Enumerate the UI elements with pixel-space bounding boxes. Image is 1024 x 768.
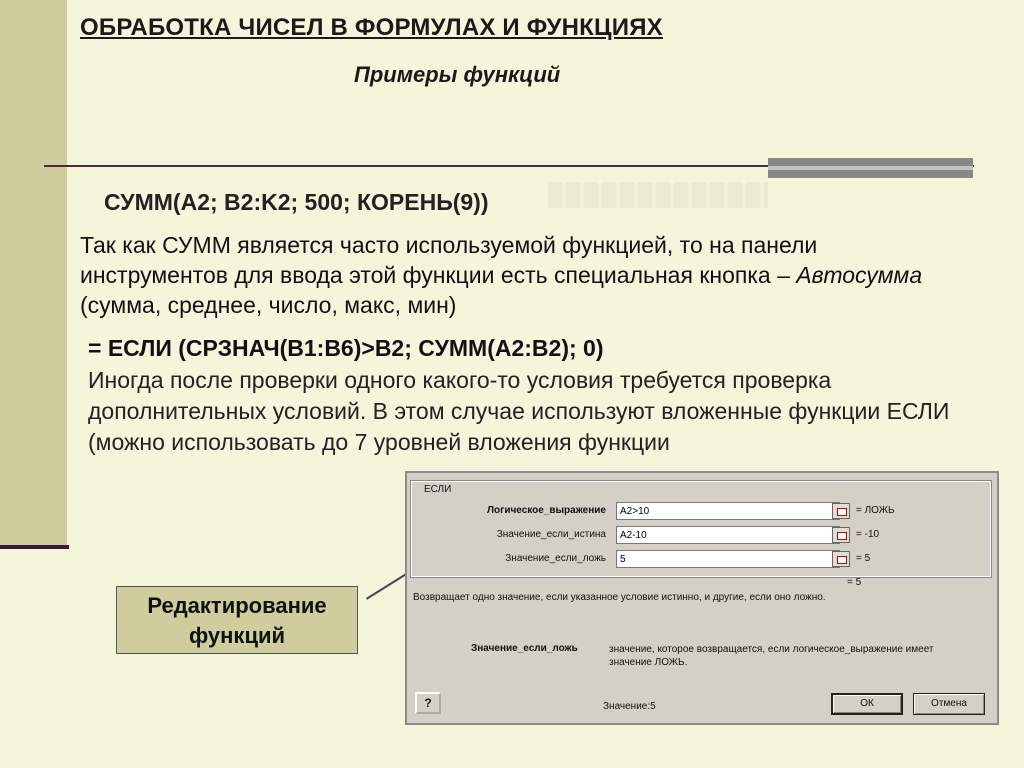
formula-if-example: = ЕСЛИ (СРЗНАЧ(B1:B6)>B2; СУММ(A2:B2); 0) <box>88 335 604 361</box>
arg-result: = ЛОЖЬ <box>856 505 895 516</box>
help-button[interactable]: ? <box>415 692 441 714</box>
value-if-false-input[interactable] <box>616 550 840 568</box>
autosum-text-start: Так как СУММ является часто используемой функцией, то на панели инструментов для ввода этой функции есть специальная кнопка – <box>80 232 818 288</box>
function-arguments-dialog <box>405 471 999 725</box>
arg-row-value-if-true <box>412 526 992 546</box>
autosum-paragraph <box>80 230 960 320</box>
arg-label: Значение_если_ложь <box>505 553 606 564</box>
arg-label: Значение_если_истина <box>496 529 606 540</box>
ok-button[interactable]: ОК <box>831 693 903 715</box>
decorative-stripes <box>548 182 768 208</box>
nested-if-paragraph: Иногда после проверки одного какого-то условия требуется проверка дополнительных условий. В этом случае используют вложенные функции ЕСЛИ (можно использовать до 7 уровней вложения функции <box>88 367 950 455</box>
formula-result: = 5 <box>847 577 862 588</box>
logical-test-input[interactable] <box>616 502 840 520</box>
formula-value: Значение:5 <box>603 701 656 712</box>
arg-result: = 5 <box>856 553 871 564</box>
slide-subtitle: Примеры функций <box>354 62 561 87</box>
side-band <box>0 0 67 545</box>
slide-title: ОБРАБОТКА ЧИСЕЛ В ФОРМУЛАХ И ФУНКЦИЯХ <box>80 14 663 41</box>
autosum-term: Автосумма <box>796 262 923 288</box>
collapse-dialog-icon[interactable] <box>832 527 850 543</box>
argument-help-name: Значение_если_ложь <box>471 643 578 654</box>
argument-help-text: значение, которое возвращается, если логическое_выражение имеет значение ЛОЖЬ. <box>609 644 934 668</box>
arg-row-logical-test <box>412 502 992 522</box>
formula-sum-example: СУММ(A2; B2:K2; 500; КОРЕНЬ(9)) <box>104 189 489 215</box>
cancel-button[interactable]: Отмена <box>913 693 985 715</box>
value-if-true-input[interactable] <box>616 526 840 544</box>
side-divider <box>0 545 69 549</box>
arg-result: = -10 <box>856 529 880 540</box>
arg-row-value-if-false <box>412 550 992 570</box>
function-description: Возвращает одно значение, если указанное условие истинно, и другие, если оно ложно. <box>413 592 826 603</box>
arg-label: Логическое_выражение <box>487 505 606 516</box>
if-argument-group <box>411 481 991 577</box>
decorative-bar <box>768 158 973 178</box>
collapse-dialog-icon[interactable] <box>832 503 850 519</box>
callout-box: Редактирование функций <box>116 586 358 654</box>
group-label: ЕСЛИ <box>424 484 452 495</box>
collapse-dialog-icon[interactable] <box>832 551 850 567</box>
autosum-text-end: (сумма, среднее, число, макс, мин) <box>80 292 457 318</box>
